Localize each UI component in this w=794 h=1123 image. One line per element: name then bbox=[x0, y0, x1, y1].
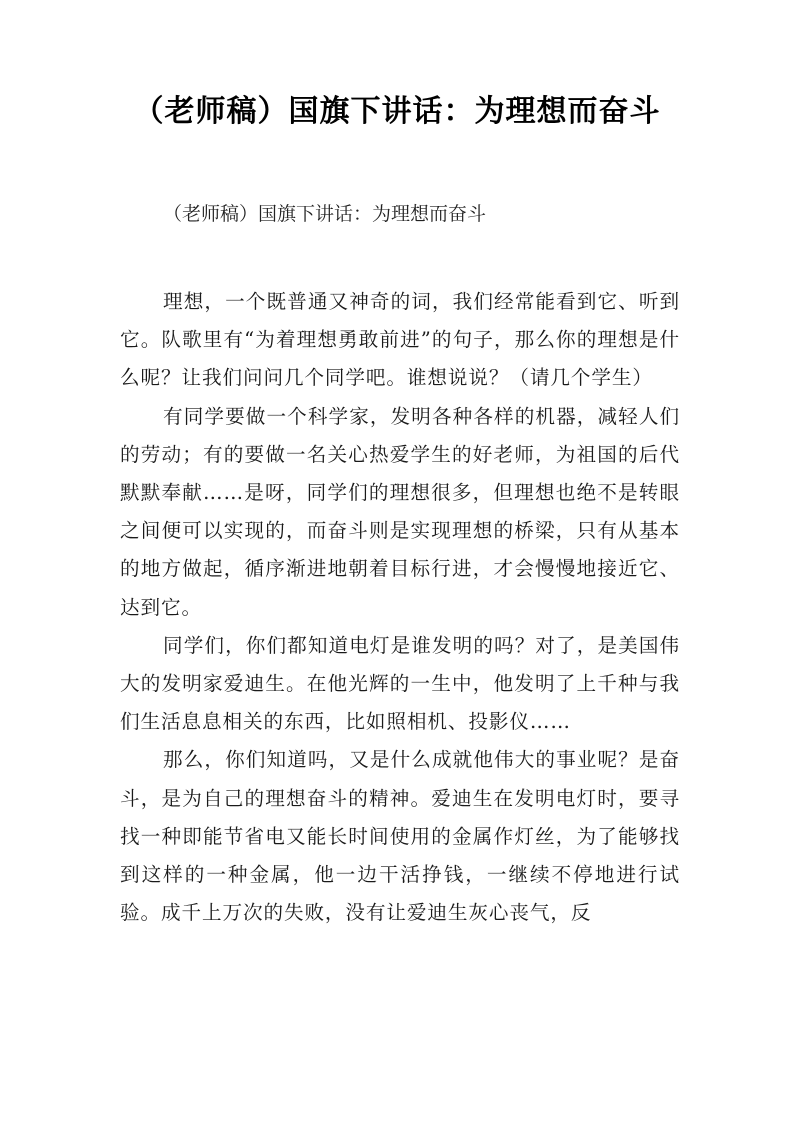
paragraph: 有同学要做一个科学家，发明各种各样的机器，减轻人们的劳动；有的要做一名关心热爱学生的好老师，为祖国的后代默默奉献……是呀，同学们的理想很多，但理想也绝不是转眼之间便可以实现的，而奋斗则是实现理想的桥梁，只有从基本的地方做起，循序渐进地朝着目标行进，才会慢慢地接近它、达到它。 bbox=[120, 404, 680, 619]
paragraph: 理想，一个既普通又神奇的词，我们经常能看到它、听到它。队歌里有“为着理想勇敢前进”的句子，那么你的理想是什么呢？让我们问问几个同学吧。谁想说说？（请几个学生） bbox=[120, 290, 680, 390]
paragraph: 那么，你们知道吗，又是什么成就他伟大的事业呢？是奋斗，是为自己的理想奋斗的精神。爱迪生在发明电灯时，要寻找一种即能节省电又能长时间使用的金属作灯丝，为了能够找到这样的一种金属，他一边干活挣钱，一继续不停地进行试验。成千上万次的失败，没有让爱迪生灰心丧气，反 bbox=[120, 748, 680, 925]
paragraph: 同学们，你们都知道电灯是谁发明的吗？对了，是美国伟大的发明家爱迪生。在他光辉的一生中，他发明了上千种与我们生活息息相关的东西，比如照相机、投影仪…… bbox=[120, 633, 680, 734]
document-subtitle: （老师稿）国旗下讲话：为理想而奋斗 bbox=[163, 203, 487, 225]
document-body bbox=[120, 283, 680, 932]
document-title: （老师稿）国旗下讲话：为理想而奋斗 bbox=[133, 94, 661, 129]
